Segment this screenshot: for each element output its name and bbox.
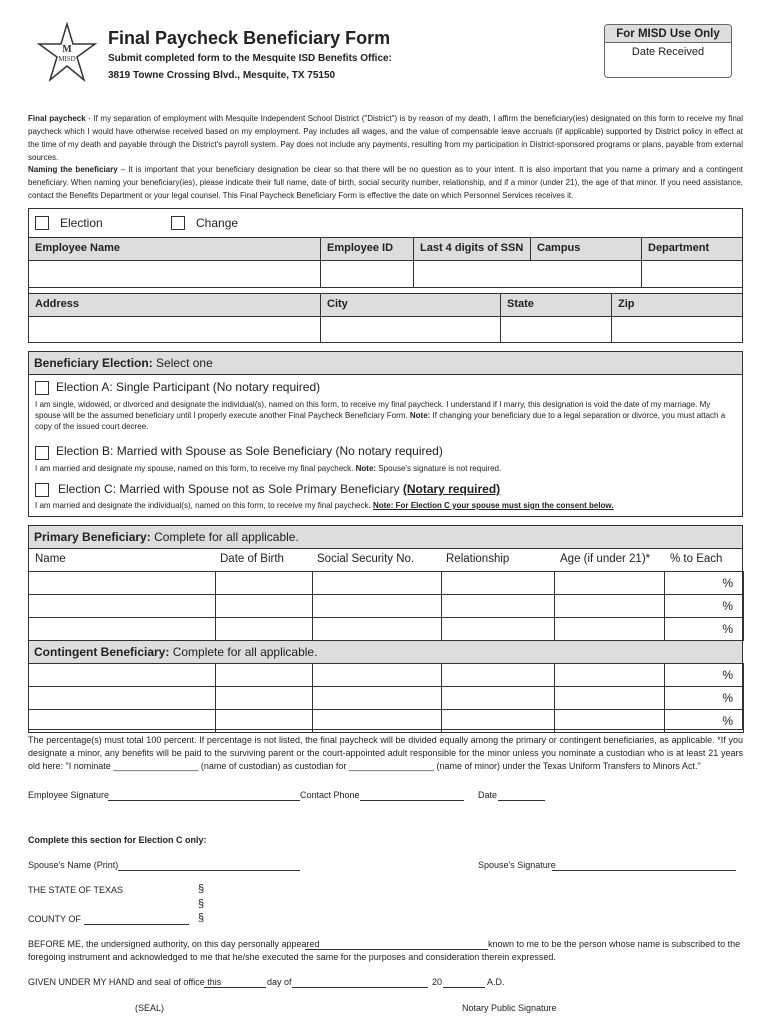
spouse-signature-label: Spouse's Signature bbox=[478, 860, 556, 870]
contingent-row-2-percent-sign: % bbox=[722, 691, 733, 705]
col-relationship: Relationship bbox=[446, 553, 510, 565]
county-of-label: COUNTY OF bbox=[28, 914, 81, 924]
section-mark-1: § bbox=[198, 883, 205, 895]
month-line[interactable] bbox=[292, 987, 428, 988]
misd-use-label: For MISD Use Only bbox=[605, 25, 731, 43]
seal-label: (SEAL) bbox=[135, 1003, 165, 1013]
ssn-campus-field[interactable] bbox=[413, 260, 642, 288]
ssn-header: Last 4 digits of SSN bbox=[413, 237, 531, 261]
change-label: Change bbox=[196, 216, 239, 230]
date-label: Date bbox=[478, 790, 498, 800]
contingent-row-3-cell-5[interactable] bbox=[554, 709, 665, 733]
election-checkbox[interactable] bbox=[35, 216, 49, 230]
primary-beneficiary-header: Primary Beneficiary: Complete for all applicable. bbox=[28, 525, 743, 549]
primary-row-1-cell-2[interactable] bbox=[215, 571, 313, 595]
election-b-label: Election B: Married with Spouse as Sole Beneficiary (No notary required) bbox=[56, 444, 443, 458]
contingent-row-1-cell-5[interactable] bbox=[554, 663, 665, 687]
contingent-row-3-percent-sign: % bbox=[722, 714, 733, 728]
election-c-label: Election C: Married with Spouse not as Sole Primary Beneficiary (Notary required) bbox=[58, 482, 501, 496]
primary-row-3-cell-1[interactable] bbox=[28, 617, 216, 641]
notary-signature-label: Notary Public Signature bbox=[462, 1003, 557, 1013]
zip-field[interactable] bbox=[611, 316, 743, 343]
spouse-signature-line[interactable] bbox=[552, 870, 736, 871]
primary-row-2-cell-1[interactable] bbox=[28, 594, 216, 618]
election-b-checkbox[interactable] bbox=[35, 446, 49, 460]
before-me-text: BEFORE ME, the undersigned authority, on this day personally appeared bbox=[28, 939, 320, 949]
election-a-checkbox[interactable] bbox=[35, 381, 49, 395]
county-line[interactable] bbox=[84, 924, 189, 925]
ad-text: A.D. bbox=[487, 977, 505, 987]
form-title: Final Paycheck Beneficiary Form bbox=[108, 28, 391, 48]
primary-row-3-cell-3[interactable] bbox=[312, 617, 442, 641]
primary-row-1-percent-sign: % bbox=[722, 576, 733, 590]
naming-beneficiary-paragraph: Naming the beneficiary – It is important that your beneficiary designation be clear so that there will be no question as to your intent. It is also important that you name a primary and a contingent beneficiary. When naming your beneficiary(ies), please indicate their full name, date of birth, social security number, relationship, and if a minor (under 21), the age of that minor. If you need assistance, contact the Benefits Department or your legal counsel. This Final Paycheck Beneficiary Form is effective the date on which Personnel Services receives it. bbox=[28, 165, 744, 200]
election-a-text: I am single, widowed, or divorced and designate the individual(s), named on this form, to receive my final paycheck. I understand if I marry, this designation is void the date of my marriage. My spouse will be the assumed beneficiary until I properly execute another Final Paycheck Beneficiary Form. Note: If changing your beneficiary due to a legal separation or divorce, you must attach a copy of the issued court decree. bbox=[35, 400, 726, 431]
contact-phone-label: Contact Phone bbox=[300, 790, 360, 800]
given-under-text: GIVEN UNDER MY HAND and seal of office this bbox=[28, 977, 222, 987]
election-b-text: I am married and designate my spouse, named on this form, to receive my final paycheck. Note: Spouse's signature is not required. bbox=[35, 464, 502, 473]
contingent-row-3-cell-4[interactable] bbox=[441, 709, 555, 733]
contingent-row-3-cell-2[interactable] bbox=[215, 709, 313, 733]
contingent-row-1-cell-4[interactable] bbox=[441, 663, 555, 687]
primary-row-3-cell-2[interactable] bbox=[215, 617, 313, 641]
state-header: State bbox=[500, 293, 612, 317]
contact-phone-line[interactable] bbox=[360, 800, 464, 801]
primary-row-3-cell-4[interactable] bbox=[441, 617, 555, 641]
col-ssn: Social Security No. bbox=[317, 553, 415, 565]
spouse-name-label: Spouse's Name (Print) bbox=[28, 860, 119, 870]
day-of-text: day of bbox=[267, 977, 292, 987]
contingent-row-2-cell-5[interactable] bbox=[554, 686, 665, 710]
city-header: City bbox=[320, 293, 501, 317]
primary-row-1-cell-1[interactable] bbox=[28, 571, 216, 595]
campus-header: Campus bbox=[530, 237, 642, 261]
day-line[interactable] bbox=[204, 987, 266, 988]
date-received-label: Date Received bbox=[631, 46, 705, 58]
employee-signature-label: Employee Signature bbox=[28, 790, 110, 800]
employee-id-field[interactable] bbox=[320, 260, 414, 288]
svg-text:MISD: MISD bbox=[58, 55, 76, 63]
change-checkbox[interactable] bbox=[171, 216, 185, 230]
contingent-row-1-cell-3[interactable] bbox=[312, 663, 442, 687]
contingent-row-2-cell-4[interactable] bbox=[441, 686, 555, 710]
section-mark-2: § bbox=[198, 898, 205, 910]
svg-text:M: M bbox=[62, 44, 72, 55]
election-a-label: Election A: Single Participant (No notary required) bbox=[56, 380, 321, 394]
department-header: Department bbox=[641, 237, 743, 261]
misd-use-box bbox=[604, 24, 732, 78]
col-age: Age (if under 21)* bbox=[560, 553, 651, 565]
election-c-checkbox[interactable] bbox=[35, 483, 49, 497]
appeared-name-line[interactable] bbox=[305, 949, 488, 950]
contingent-row-2-cell-1[interactable] bbox=[28, 686, 216, 710]
contingent-beneficiary-header: Contingent Beneficiary: Complete for all applicable. bbox=[28, 640, 743, 664]
date-line[interactable] bbox=[498, 800, 545, 801]
address-field[interactable] bbox=[28, 316, 321, 343]
election-header: Beneficiary Election: Select one bbox=[28, 351, 743, 375]
known-text: known to me to be the person whose name is subscribed to the bbox=[488, 939, 741, 949]
contingent-row-2-cell-3[interactable] bbox=[312, 686, 442, 710]
primary-row-1-cell-3[interactable] bbox=[312, 571, 442, 595]
submit-instruction: Submit completed form to the Mesquite ISD Benefits Office: bbox=[108, 53, 392, 64]
address-header: Address bbox=[28, 293, 321, 317]
zip-header: Zip bbox=[611, 293, 743, 317]
col-dob: Date of Birth bbox=[220, 553, 284, 565]
department-field[interactable] bbox=[641, 260, 743, 288]
election-label: Election bbox=[60, 216, 103, 230]
contingent-row-2-cell-2[interactable] bbox=[215, 686, 313, 710]
foregoing-text: foregoing instrument and acknowledged to me that he/she executed the same for the purposes and consideration therein expressed. bbox=[28, 952, 556, 962]
city-field[interactable] bbox=[320, 316, 501, 343]
primary-row-2-percent-sign: % bbox=[722, 599, 733, 613]
primary-row-2-cell-5[interactable] bbox=[554, 594, 665, 618]
year-prefix: 20 bbox=[432, 977, 443, 987]
office-address: 3819 Towne Crossing Blvd., Mesquite, TX 75150 bbox=[108, 70, 336, 81]
employee-name-header: Employee Name bbox=[28, 237, 321, 261]
primary-row-1-cell-4[interactable] bbox=[441, 571, 555, 595]
contingent-row-3-cell-1[interactable] bbox=[28, 709, 216, 733]
col-name: Name bbox=[35, 553, 66, 565]
primary-row-3-percent-sign: % bbox=[722, 622, 733, 636]
year-line[interactable] bbox=[443, 987, 485, 988]
contingent-row-1-cell-2[interactable] bbox=[215, 663, 313, 687]
contingent-row-1-percent-sign: % bbox=[722, 668, 733, 682]
percentage-note: The percentage(s) must total 100 percent. If percentage is not listed, the final paycheck will be divided equally among the primary or contingent beneficiaries, as applicable. *If you designate a minor, any benefits will be paid to the surviving parent or the court-appointed adult responsible for the minor unless you nominate a custodian who is at least 21 years old here: "I nominate _________________ (name of custodian) as custodian for _________________ (name of minor) under the Texas Uniform Transfers to Minors Act." bbox=[28, 735, 743, 771]
primary-row-2-cell-3[interactable] bbox=[312, 594, 442, 618]
contingent-row-3-cell-3[interactable] bbox=[312, 709, 442, 733]
employee-name-field[interactable] bbox=[28, 260, 321, 288]
section-c-title: Complete this section for Election C only: bbox=[28, 835, 207, 845]
primary-row-1-cell-5[interactable] bbox=[554, 571, 665, 595]
primary-row-2-cell-2[interactable] bbox=[215, 594, 313, 618]
misd-logo bbox=[33, 22, 101, 84]
col-percent: % to Each bbox=[670, 553, 723, 565]
employee-signature-line[interactable] bbox=[108, 800, 300, 801]
employee-id-header: Employee ID bbox=[320, 237, 414, 261]
election-c-text: I am married and designate the individual(s), named on this form, to receive my final paycheck. Note: For Election C your spouse must sign the consent below. bbox=[35, 501, 614, 510]
section-mark-3: § bbox=[198, 912, 205, 924]
spouse-name-line[interactable] bbox=[118, 870, 300, 871]
final-paycheck-paragraph: Final paycheck - If my separation of employment with Mesquite Independent School District ("District") is by reason of my death, I affirm the beneficiary(ies) designated on this form to receive my final paycheck which I would have otherwise received based on my employment. Pay includes all wages, and the value of compensable leave accruals (if applicable) supported by District policy in effect at the time of my death and payable through the District's payroll system. Pay does not include any payments, resulting from my participation in District-sponsored programs or plans, payable from external sources. bbox=[28, 114, 743, 162]
primary-row-2-cell-4[interactable] bbox=[441, 594, 555, 618]
state-of-texas: THE STATE OF TEXAS bbox=[28, 885, 124, 895]
primary-row-3-cell-5[interactable] bbox=[554, 617, 665, 641]
state-field[interactable] bbox=[500, 316, 612, 343]
contingent-row-1-cell-1[interactable] bbox=[28, 663, 216, 687]
